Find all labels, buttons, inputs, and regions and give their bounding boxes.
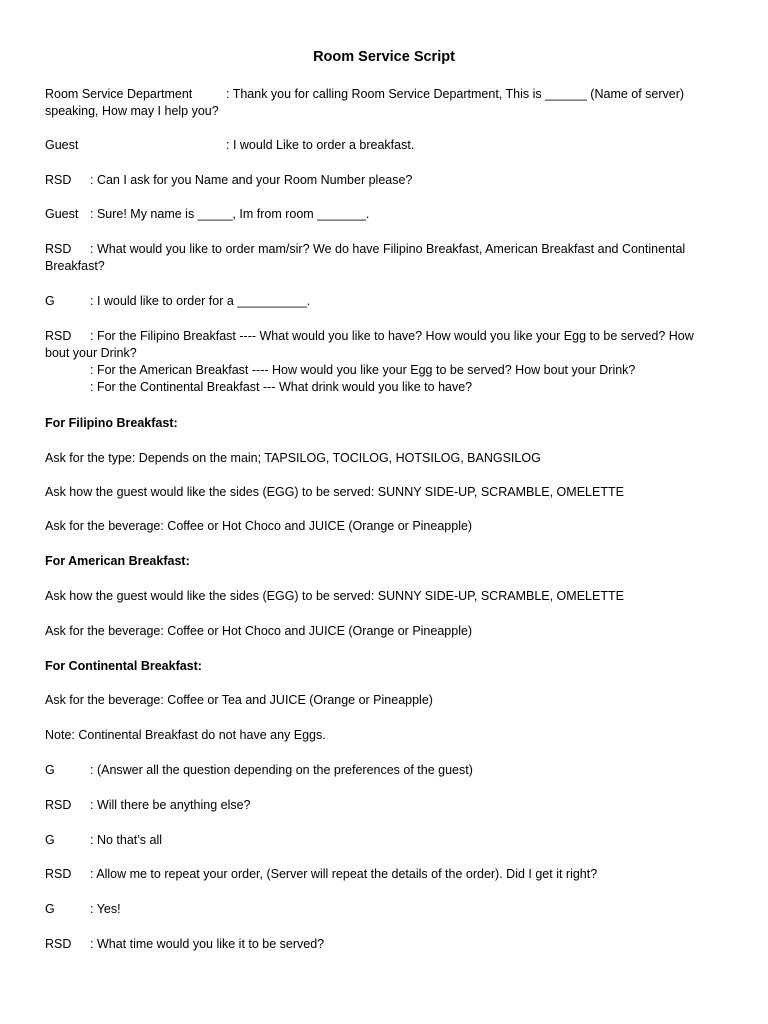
dialogue-line (45, 797, 251, 814)
dialogue-text-cont: Breakfast? (45, 259, 105, 273)
section-heading-continental: For Continental Breakfast: (45, 659, 202, 673)
dialogue-line (45, 866, 597, 883)
dialogue-line (45, 936, 324, 953)
indented-line: : For the Continental Breakfast --- What drink would you like to have? (90, 380, 473, 394)
speaker-label: RSD (45, 798, 72, 812)
speaker-label: RSD (45, 173, 72, 187)
dialogue-text: : (Answer all the question depending on the preferences of the guest) (90, 763, 473, 777)
dialogue-line (45, 762, 473, 779)
opening-line: : Thank you for calling Room Service Department, This is ______ (Name of server) (226, 87, 685, 101)
instruction-line: Ask for the beverage: Coffee or Hot Choco and JUICE (Orange or Pineapple) (45, 519, 473, 533)
dialogue-text: : Allow me to repeat your order, (Server will repeat the details of the order). Did I get it right? (90, 867, 598, 881)
guest-speaker: Guest (45, 138, 79, 152)
speaker-label: RSD (45, 937, 72, 951)
speaker-label: RSD (45, 867, 72, 881)
dialogue-text: : Can I ask for you Name and your Room Number please? (90, 173, 413, 187)
opening-speaker: Room Service Department (45, 87, 193, 101)
dialogue-text: : Sure! My name is _____, Im from room _______. (90, 207, 370, 221)
speaker-label: RSD (45, 242, 72, 256)
dialogue-text: : Yes! (90, 902, 121, 916)
dialogue-line (45, 901, 121, 918)
dialogue-line (45, 832, 162, 849)
dialogue-text: : What time would you like it to be served? (90, 937, 325, 951)
dialogue-text: : For the Filipino Breakfast ---- What would you like to have? How would you like your Egg to be served? How (90, 329, 694, 343)
dialogue-line (45, 293, 310, 310)
instruction-line: Ask how the guest would like the sides (EGG) to be served: SUNNY SIDE-UP, SCRAMBLE, OMELETTE (45, 485, 624, 499)
dialogue-text: : Will there be anything else? (90, 798, 251, 812)
instruction-line: Ask for the beverage: Coffee or Hot Choco and JUICE (Orange or Pineapple) (45, 624, 473, 638)
speaker-label: G (45, 763, 55, 777)
dialogue-line (45, 172, 412, 189)
opening-line-cont: speaking, How may I help you? (45, 104, 219, 118)
instruction-line: Ask for the type: Depends on the main; TAPSILOG, TOCILOG, HOTSILOG, BANGSILOG (45, 451, 541, 465)
dialogue-line (45, 328, 694, 345)
dialogue-text: : What would you like to order mam/sir? We do have Filipino Breakfast, American Breakfast and Continental (90, 242, 686, 256)
speaker-label: Guest (45, 207, 79, 221)
note-line: Note: Continental Breakfast do not have any Eggs. (45, 728, 326, 742)
instruction-line: Ask how the guest would like the sides (EGG) to be served: SUNNY SIDE-UP, SCRAMBLE, OMELETTE (45, 589, 624, 603)
instruction-line: Ask for the beverage: Coffee or Tea and JUICE (Orange or Pineapple) (45, 693, 433, 707)
section-heading-filipino: For Filipino Breakfast: (45, 416, 178, 430)
dialogue-text: : I would like to order for a __________. (90, 294, 311, 308)
indented-line: : For the American Breakfast ---- How would you like your Egg to be served? How bout your Drink? (90, 363, 636, 377)
speaker-label: G (45, 833, 55, 847)
dialogue-text-cont: bout your Drink? (45, 346, 137, 360)
dialogue-text: : No that’s all (90, 833, 163, 847)
dialogue-line (45, 241, 685, 258)
speaker-label: RSD (45, 329, 72, 343)
guest-line: : I would Like to order a breakfast. (226, 138, 415, 152)
document-title: Room Service Script (313, 49, 455, 65)
section-heading-american: For American Breakfast: (45, 554, 190, 568)
dialogue-line (45, 206, 369, 223)
speaker-label: G (45, 294, 55, 308)
speaker-label: G (45, 902, 55, 916)
